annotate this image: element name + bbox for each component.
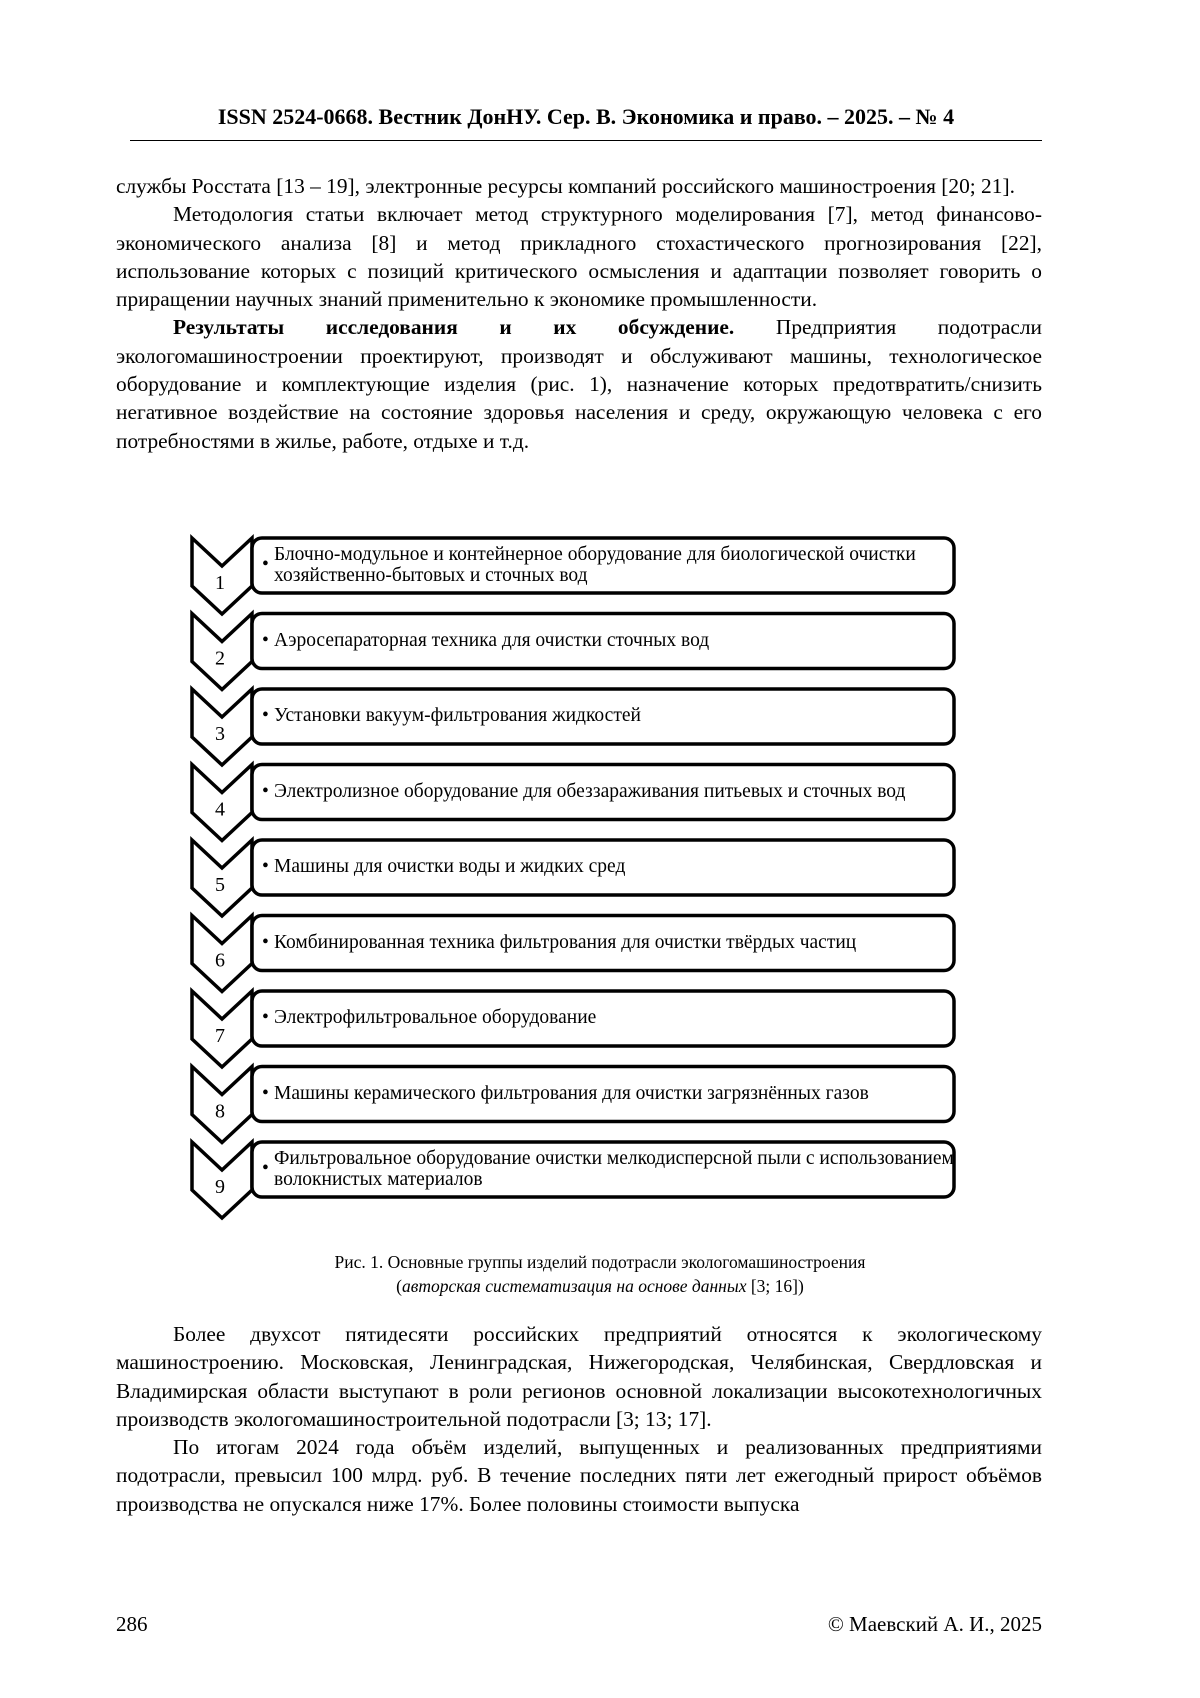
item-text-9: [262, 1146, 962, 1191]
item-text-7: [262, 995, 962, 1040]
caption-open: (: [396, 1276, 402, 1296]
bullet-icon: •: [262, 1158, 269, 1179]
item-text-6: [262, 920, 962, 965]
item-number-6: 6: [215, 949, 225, 972]
caption-line-1: Рис. 1. Основные группы изделий подотрасли экологомашиностроения: [334, 1252, 866, 1272]
item-label: Машины для очистки воды и жидких сред: [274, 856, 626, 877]
item-number-8: 8: [215, 1100, 225, 1123]
bullet-icon: •: [262, 856, 269, 877]
item-text-4: [262, 769, 962, 814]
item-label: Комбинированная техника фильтрования для очистки твёрдых частиц: [274, 931, 857, 953]
item-number-5: 5: [215, 874, 225, 896]
results-heading: Результаты исследования и их обсуждение.: [173, 315, 735, 340]
item-text-5: [262, 844, 962, 889]
results-text: Предприятия подотрасли экологомашиностроении проектируют, производят и обслуживают машины, технологическое оборудование и комплектующие изделия (рис. 1), назначение которых предотвратить/снизить негативное воздействие на состояние здоровья населения и среду, окружающую человека с его потребностями в жилье, работе, отдыхе и т.д.: [116, 315, 1043, 453]
item-number-2: 2: [215, 647, 225, 670]
bullet-icon: •: [262, 554, 269, 575]
item-text-8: [262, 1071, 962, 1116]
body-paragraph-2: По итогам 2024 года объём изделий, выпущенных и реализованных предприятиями подотрасли, превысил 100 млрд. руб. В течение последних пяти лет ежегодный прирост объёмов производства не опускался ниже 17%. Более половины стоимости выпуска: [116, 1435, 1042, 1516]
body-text: [116, 1320, 1042, 1518]
body-paragraph-1: Более двухсот пятидесяти российских предприятий относятся к экологическому машиностроению. Московская, Ленинградская, Нижегородская, Челябинская, Свердловская и Владимирская области выступают в роли регионов основной локализации высокотехнологичных производств экологомашиностроительной подотрасли [3; 13; 17].: [116, 1322, 1042, 1431]
item-label: Блочно-модульное и контейнерное оборудование для биологической очистки хозяйственно-бытовых и сточных вод: [274, 543, 916, 586]
item-label: Электролизное оборудование для обеззараживания питьевых и сточных вод: [274, 780, 906, 802]
caption-line-2: [200, 1274, 1000, 1298]
item-number-9: 9: [215, 1176, 225, 1198]
intro-paragraph-1: службы Росстата [13 – 19], электронные ресурсы компаний российского машиностроения [20; 21].: [116, 174, 1015, 198]
item-text-1: [262, 542, 962, 587]
page-number: 286: [116, 1612, 148, 1636]
item-text-3: [262, 693, 962, 738]
caption-source: авторская систематизация на основе данных: [401, 1276, 747, 1296]
bullet-icon: •: [262, 780, 269, 802]
bullet-icon: •: [262, 1007, 269, 1028]
item-number-1: 1: [215, 572, 225, 594]
item-label: Установки вакуум-фильтрования жидкостей: [274, 705, 641, 726]
journal-header: ISSN 2524-0668. Вестник ДонНУ. Сер. В. Экономика и право. – 2025. – № 4: [130, 104, 1042, 141]
item-text-2: [262, 618, 962, 663]
item-label: Фильтровальное оборудование очистки мелкодисперсной пыли с использованием волокнистых материалов: [274, 1147, 954, 1190]
bullet-icon: •: [262, 1082, 269, 1104]
caption-ref: [3; 16]): [746, 1276, 804, 1296]
copyright: © Маевский А. И., 2025: [827, 1612, 1042, 1636]
item-number-7: 7: [215, 1025, 225, 1047]
methodology-paragraph: Методология статьи включает метод структурного моделирования [7], метод финансово-экономического анализа [8] и метод прикладного стохастического прогнозирования [22], использование которых с позиций критического осмысления и адаптации позволяет говорить о приращении научных знаний применительно к экономике промышленности.: [116, 202, 1042, 312]
item-label: Электрофильтровальное оборудование: [274, 1007, 597, 1028]
item-label: Аэросепараторная техника для очистки сточных вод: [274, 629, 710, 651]
figure-caption: [200, 1250, 1000, 1298]
item-number-4: 4: [215, 798, 225, 821]
item-label: Машины керамического фильтрования для очистки загрязнённых газов: [274, 1082, 869, 1104]
item-number-3: 3: [215, 723, 225, 745]
bullet-icon: •: [262, 931, 269, 953]
bullet-icon: •: [262, 705, 269, 726]
bullet-icon: •: [262, 629, 269, 651]
